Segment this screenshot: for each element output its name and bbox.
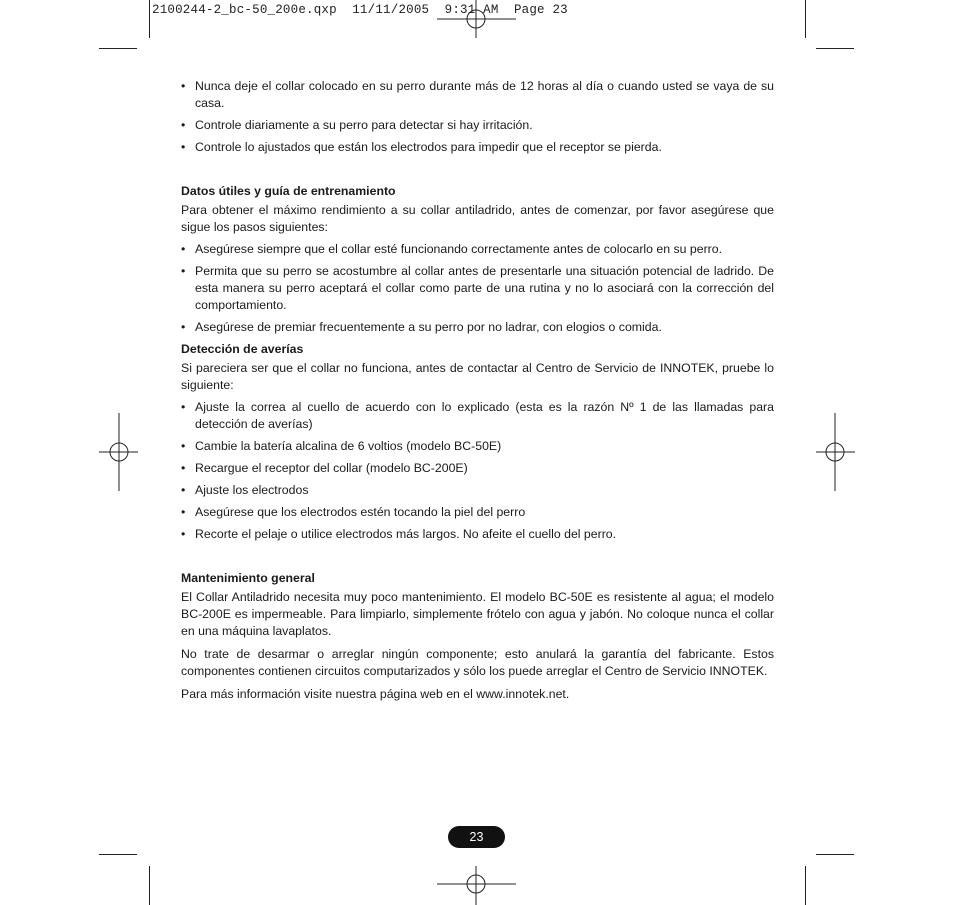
crop-mark [149,866,150,905]
troubleshooting-intro: Si pareciera ser que el collar no funciona, antes de contactar al Centro de Servicio de INNOTEK, pruebe lo siguiente: [181,361,774,392]
list-item: • Recorte el pelaje o utilice electrodos más largos. No afeite el cuello del perro. [181,526,774,543]
intro-bullet-list [181,78,774,156]
registration-mark-left [99,413,138,491]
crop-mark [149,0,150,38]
list-item: • Ajuste la correa al cuello de acuerdo con lo explicado (esta es la razón Nº 1 de las llamadas para detección de averías) [181,399,774,433]
list-item: • Nunca deje el collar colocado en su perro durante más de 12 horas al día o cuando usted se vaya de su casa. [181,78,774,112]
list-item: • Asegúrese siempre que el collar esté funcionando correctamente antes de colocarlo en su perro. [181,241,774,258]
page-number-badge: 23 [448,826,505,848]
crop-mark [805,866,806,905]
crop-mark [816,48,854,49]
maintenance-paragraph: Para más información visite nuestra página web en el www.innotek.net. [181,687,570,701]
page-content [181,78,774,703]
list-item: • Recargue el receptor del collar (modelo BC-200E) [181,460,774,477]
list-item: • Controle diariamente a su perro para detectar si hay irritación. [181,117,774,134]
crop-mark [99,854,137,855]
list-item: • Controle lo ajustados que están los electrodos para impedir que el receptor se pierda. [181,139,774,156]
registration-mark-right [816,413,855,491]
maintenance-paragraph: El Collar Antiladrido necesita muy poco mantenimiento. El modelo BC-50E es resistente al agua; el modelo BC-200E es impermeable. Para limpiarlo, simplemente frótelo con agua y jabón. No coloque nunca el collar en una máquina lavaplatos. [181,590,774,638]
list-item: • Permita que su perro se acostumbre al collar antes de presentarle una situación potencial de ladrido. De esta manera su perro aceptará el collar como parte de una rutina y no lo asociará con la corrección del comportamiento. [181,263,774,314]
list-item: • Asegúrese que los electrodos estén tocando la piel del perro [181,504,774,521]
training-bullet-list [181,241,774,336]
section-heading-maintenance: Mantenimiento general [181,571,315,585]
crop-mark [805,0,806,38]
section-heading-training: Datos útiles y guía de entrenamiento [181,184,396,198]
section-heading-troubleshooting: Detección de averías [181,342,304,356]
maintenance-paragraph: No trate de desarmar o arreglar ningún componente; esto anulará la garantía del fabricante. Estos componentes contienen circuitos computarizados y sólo los puede arreglar el Centro de Servicio INNOTEK. [181,647,774,678]
list-item: • Asegúrese de premiar frecuentemente a su perro por no ladrar, con elogios o comida. [181,319,774,336]
list-item: • Ajuste los electrodos [181,482,774,499]
print-slug: 2100244-2_bc-50_200e.qxp 11/11/2005 9:31 AM Page 23 [152,3,568,17]
crop-mark [99,48,137,49]
troubleshooting-bullet-list [181,399,774,543]
list-item: • Cambie la batería alcalina de 6 voltios (modelo BC-50E) [181,438,774,455]
training-intro: Para obtener el máximo rendimiento a su collar antiladrido, antes de comenzar, por favor asegúrese que sigue los pasos siguientes: [181,203,774,234]
crop-mark [816,854,854,855]
registration-mark-bottom [437,866,516,905]
